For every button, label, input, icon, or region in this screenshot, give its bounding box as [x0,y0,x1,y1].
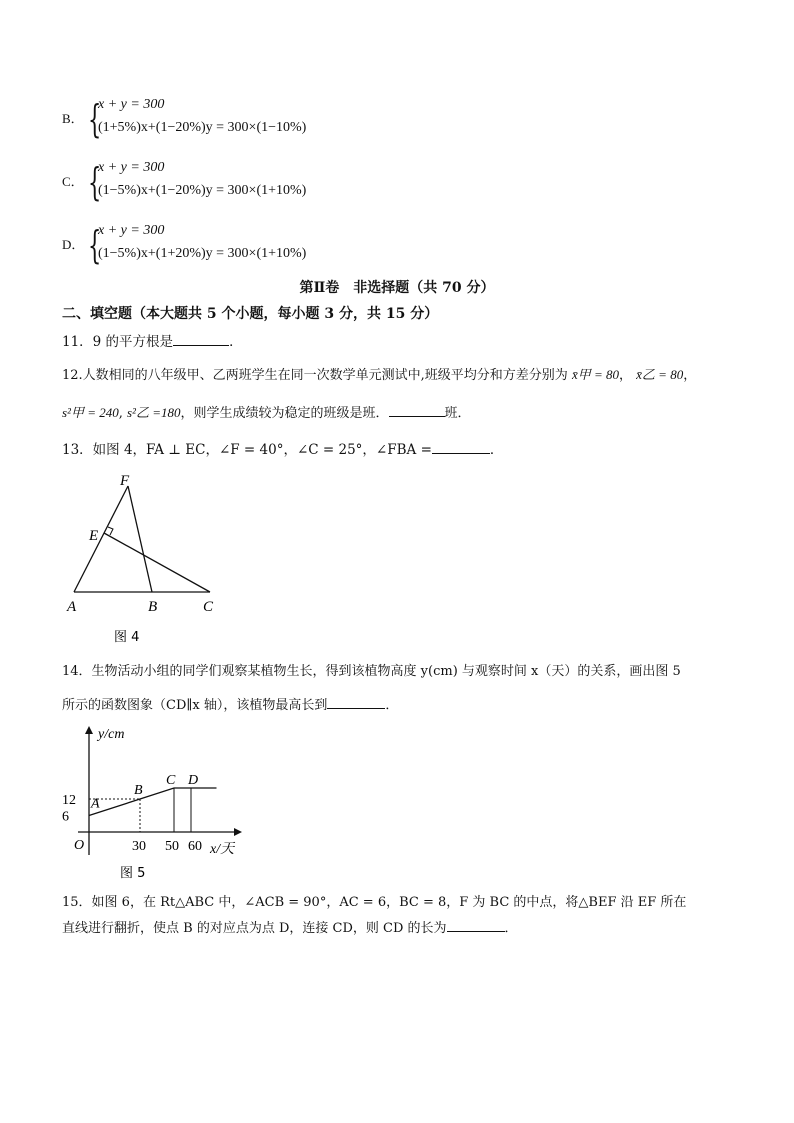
line-ec [104,533,210,592]
variance-a: s²甲 = 240 [62,405,119,420]
separator-tail: ， [683,368,697,383]
x-axis-label: x/天 [210,842,235,857]
label-b: B [148,599,158,615]
option-b [62,96,422,146]
option-c [62,159,422,209]
brace-icon: { [88,223,102,267]
point-label-c: C [166,773,176,788]
question-12-end: 班． [444,406,471,421]
option-d-eq2: (1−5%)x+(1+20%)y = 300×(1+10%) [98,246,307,261]
mean-a: x̄甲 = 80 [571,367,619,382]
question-15 [62,917,518,936]
brace-icon: { [88,160,102,204]
x-tick-label: 50 [165,839,179,854]
point-label-d: D [188,773,199,788]
question-12-text2: ，则学生成绩较为稳定的班级是班． [180,406,389,421]
option-b-eq2: (1+5%)x+(1−20%)y = 300×(1−10%) [98,120,307,135]
x-tick-label: 30 [132,839,146,854]
variance-b: s²乙 =180 [127,405,181,420]
option-c-eq1: x + y = 300 [98,160,165,175]
answer-blank[interactable] [432,441,490,454]
answer-blank[interactable] [447,919,505,932]
question-14 [62,694,398,713]
question-11-end: ． [229,334,243,350]
question-12-line2: s²甲 = 240, s²乙 =180，则学生成绩较为稳定的班级是班． 班． [62,405,471,421]
option-c-label: C． [62,174,84,189]
question-13 [62,438,503,458]
option-d-eq1: x + y = 300 [98,223,165,238]
label-a: A [67,599,77,615]
option-b-label: B． [62,111,84,126]
figure-5 [56,722,256,884]
label-e: E [89,528,99,544]
section-heading: 二、填空题（本大题共 5 个小题，每小题 3 分，共 15 分） [62,306,439,322]
y-tick-label: 12 [62,793,76,808]
label-f: F [120,473,130,489]
y-axis-label: y/cm [98,727,125,742]
brace-icon: { [88,97,102,141]
question-13-text: 13．如图 4，FA ⊥ EC，∠F = 40°，∠C = 25°，∠FBA = [62,442,432,458]
separator: ， [619,368,633,383]
option-d-label: D． [62,237,85,252]
answer-blank[interactable] [173,333,229,346]
x-axis-arrow-icon [234,828,242,836]
line-af [74,486,128,592]
question-14-line2: 所示的函数图象（CD∥x 轴），该植物最高长到 [62,698,328,713]
question-15-line1: 15．如图 6，在 Rt△ABC 中，∠ACB = 90°，AC = 6，BC = 8，F 为 BC 的中点，将△BEF 沿 EF 所在 [62,895,687,910]
x-tick-label: 60 [188,839,202,854]
question-13-end: ． [489,442,504,458]
section-title: 第Ⅱ卷 非选择题（共 70 分） [299,280,495,296]
answer-blank[interactable] [327,696,385,709]
right-angle-mark [108,527,113,535]
figure-4-caption: 图 4 [114,630,140,645]
series-line [89,788,217,816]
point-label-a: A [91,796,100,812]
figure-4 [60,468,230,648]
option-d [62,222,422,272]
answer-blank[interactable] [389,404,445,417]
origin-label: O [74,838,85,853]
question-12 [62,364,696,383]
label-c: C [203,599,214,615]
question-11 [62,330,243,350]
line-fb [128,486,152,592]
question-14-line1: 14．生物活动小组的同学们观察某植物生长，得到该植物高度 y(cm) 与观察时间 x（天）的关系，画出图 5 [62,664,681,679]
option-b-eq1: x + y = 300 [98,97,165,112]
y-axis-arrow-icon [85,726,93,734]
question-11-text: 11．9 的平方根是 [62,334,174,350]
question-15-end: ． [504,921,518,936]
y-tick-label: 6 [62,809,69,825]
option-c-eq2: (1−5%)x+(1−20%)y = 300×(1+10%) [98,183,307,198]
figure-5-caption: 图 5 [120,866,146,881]
question-15-line2: 直线进行翻折，使点 B 的对应点为点 D，连接 CD，则 CD 的长为 [62,921,447,936]
question-12-line1: 12.人数相同的八年级甲、乙两班学生在同一次数学单元测试中,班级平均分和方差分别为 [62,368,568,383]
point-label-b: B [134,783,143,798]
mean-b: x̄乙 = 80 [636,367,684,382]
question-14-end: ． [385,698,399,713]
